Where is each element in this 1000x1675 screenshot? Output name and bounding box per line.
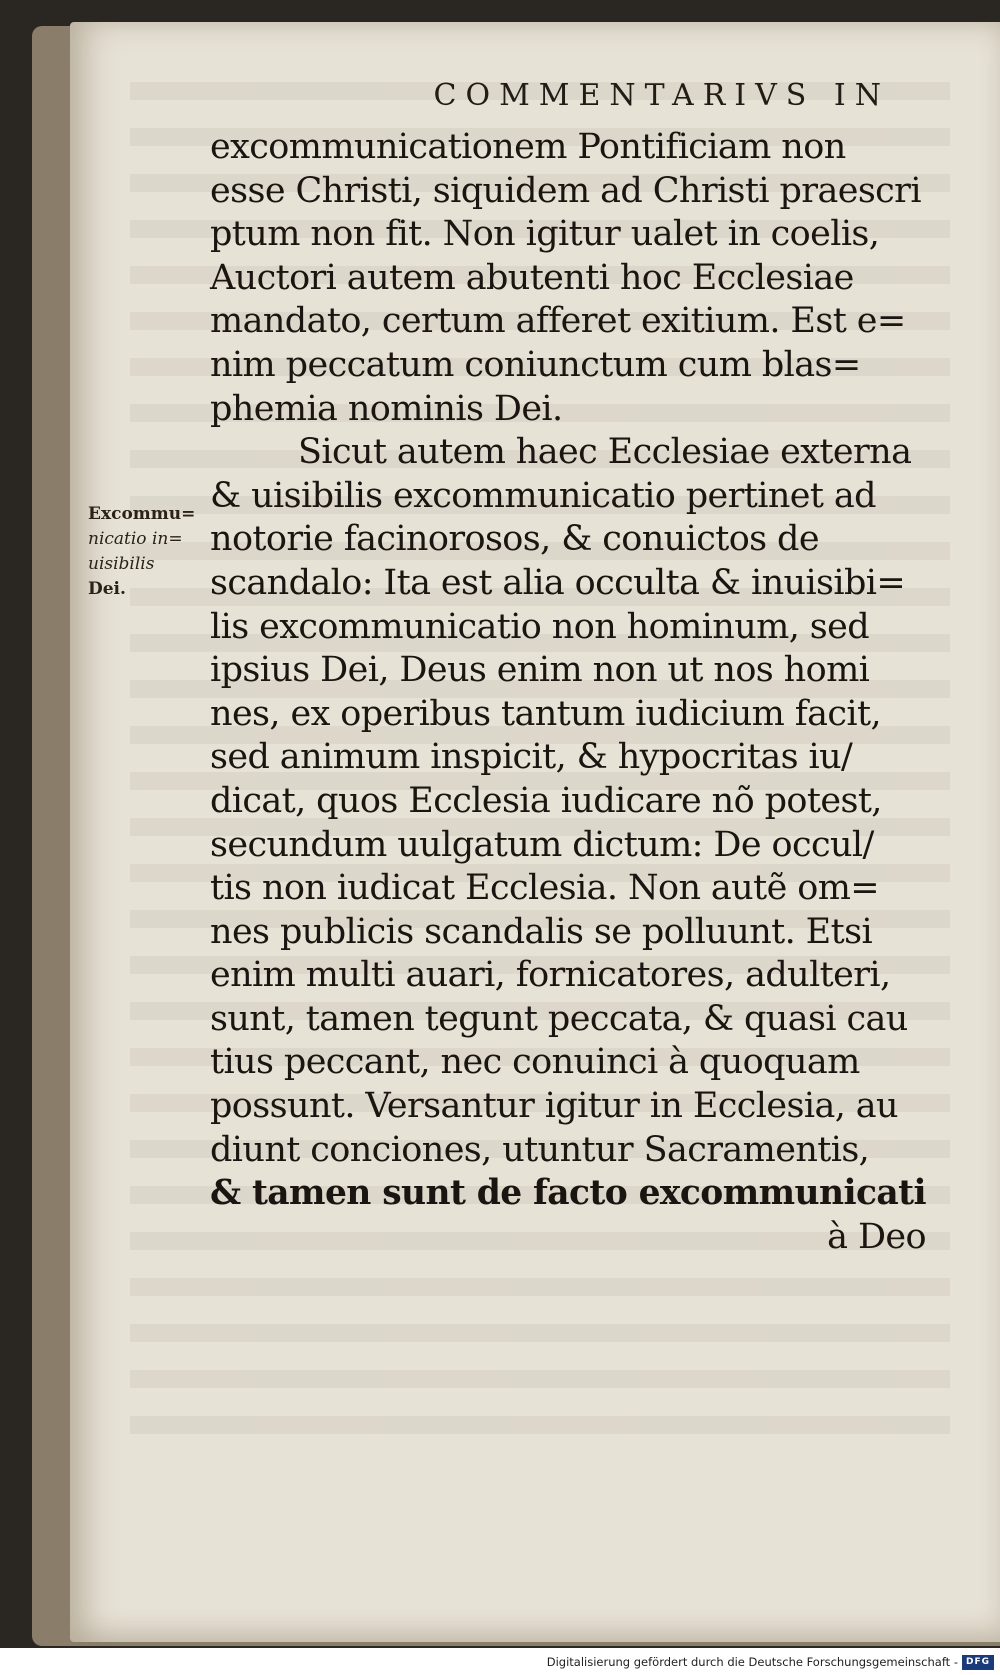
text-line: possunt. Versantur igitur in Ecclesia, au [210, 1086, 898, 1127]
text-line: tis non iudicat Ecclesia. Non autẽ om= [210, 868, 880, 909]
text-line: nes, ex operibus tantum iudicium facit, [210, 693, 881, 734]
text-line: excommunicationem Pontificiam non [210, 127, 846, 167]
text-line: notorie facinorosos, & conuictos de [210, 519, 819, 560]
marginal-note-line: nicatio in= [88, 529, 183, 549]
footer-bar [0, 1648, 1000, 1675]
text-line: ipsius Dei, Deus enim non ut nos homi [210, 650, 870, 691]
digitization-credit: Digitalisierung gefördert durch die Deutsche Forschungsgemeinschaft - [546, 1655, 958, 1669]
text-line: enim multi auari, fornicatores, adulteri, [210, 955, 891, 996]
marginal-note-line: Dei. [88, 579, 126, 599]
text-line: sunt, tamen tegunt peccata, & quasi cau [210, 998, 908, 1039]
dfg-logo: DFG [962, 1655, 994, 1670]
marginal-note-line: uisibilis [88, 554, 155, 574]
marginal-note [88, 502, 218, 602]
text-line: ptum non fit. Non igitur ualet in coelis, [210, 214, 880, 255]
text-line: diunt conciones, utuntur Sacramentis, [210, 1129, 870, 1170]
text-line: lis excommunicatio non hominum, sed [210, 606, 870, 647]
text-line: & uisibilis excommunicatio pertinet ad [210, 475, 876, 516]
text-line: tius peccant, nec conuinci à quoquam [210, 1042, 860, 1083]
text-line: nes publicis scandalis se polluunt. Etsi [210, 911, 873, 952]
marginal-note-line: Excommu= [88, 504, 196, 524]
text-line: dicat, quos Ecclesia iudicare nõ potest, [210, 780, 882, 821]
text-line: & tamen sunt de facto excommunicati [210, 1173, 926, 1214]
text-line: secundum uulgatum dictum: De occul/ [210, 824, 874, 865]
text-line: sed animum inspicit, & hypocritas iu/ [210, 737, 853, 778]
text-line: nim peccatum coniunctum cum blas= [210, 344, 861, 385]
text-line: Sicut autem haec Ecclesiae externa [298, 432, 912, 473]
text-line: Auctori autem abutenti hoc Ecclesiae [210, 257, 854, 298]
running-head: COMMENTARIVS IN [433, 78, 890, 113]
text-line: phemia nominis Dei. [210, 388, 563, 429]
text-line: scandalo: Ita est alia occulta & inuisibi= [210, 562, 906, 603]
text-line: esse Christi, siquidem ad Christi praescri [210, 170, 921, 211]
catchword: à Deo [827, 1216, 926, 1257]
text-line: mandato, certum afferet exitium. Est e= [210, 301, 906, 342]
body-text [210, 126, 930, 1259]
